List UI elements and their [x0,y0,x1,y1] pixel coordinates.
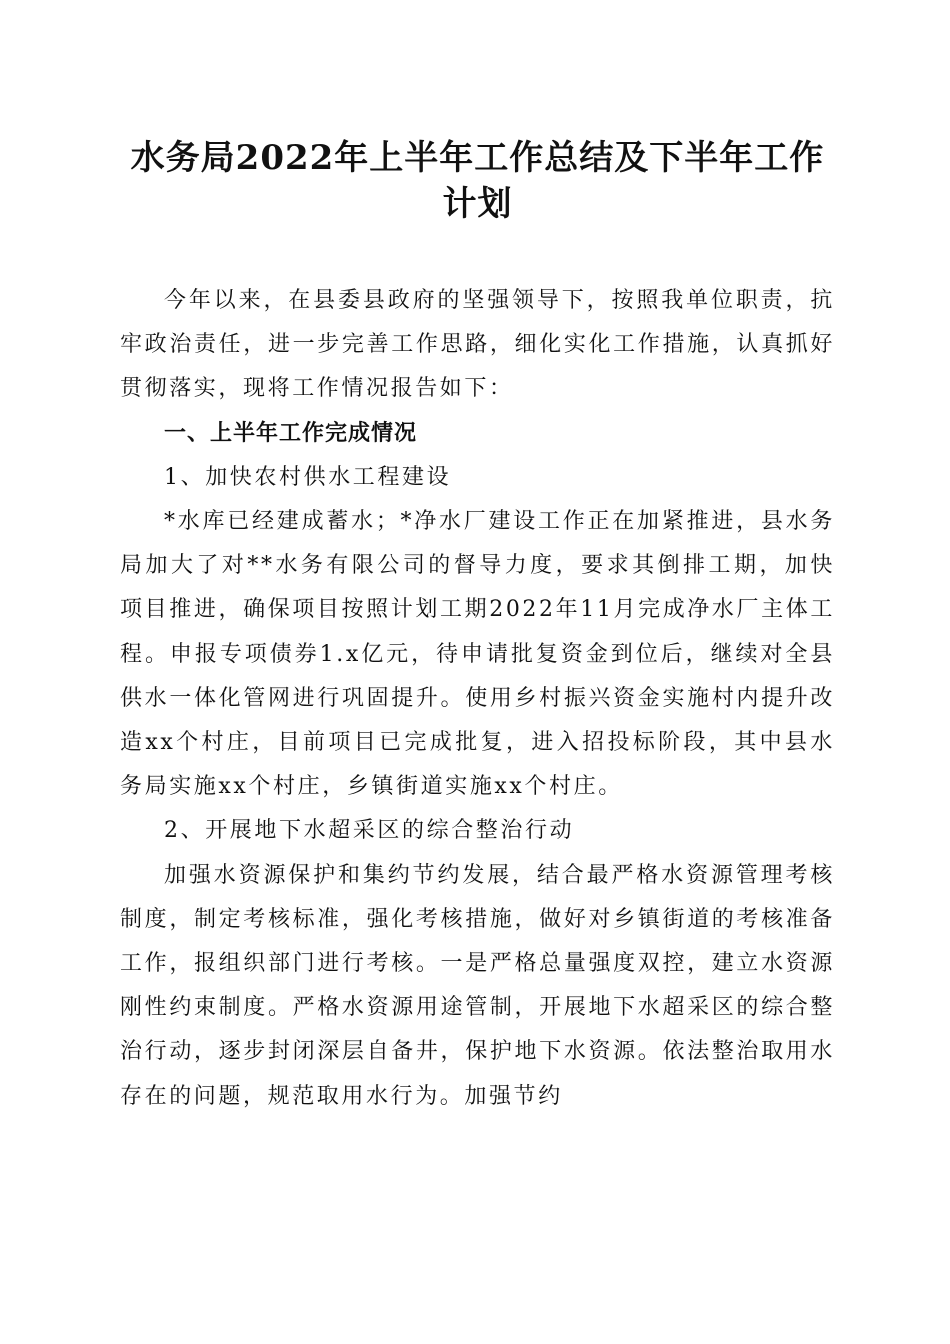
intro-paragraph: 今年以来，在县委县政府的坚强领导下，按照我单位职责，抗牢政治责任，进一步完善工作思路，细化实化工作措施，认真抓好贯彻落实，现将工作情况报告如下： [120,288,835,402]
title-line-1: 水务局2022年上半年工作总结及下半年工作 [130,138,825,178]
document-page [120,135,835,1119]
item-heading-2: 2、开展地下水超采区的综合整治行动 [164,818,575,844]
item-paragraph-2: 加强水资源保护和集约节约发展，结合最严格水资源管理考核制度，制定考核标准，强化考核措施，做好对乡镇街道的考核准备工作，报组织部门进行考核。一是严格总量强度双控，建立水资源刚性约束制度。严格水资源用途管制，开展地下水超采区的综合整治行动，逐步封闭深层自备井，保护地下水资源。依法整治取用水存在的问题，规范取用水行为。加强节约 [120,862,835,1109]
section-heading-1: 一、上半年工作完成情况 [164,420,418,446]
document-title [120,135,835,227]
document-body [120,279,835,1119]
item-paragraph-1: *水库已经建成蓄水；*净水厂建设工作正在加紧推进，县水务局加大了对**水务有限公司的督导力度，要求其倒排工期，加快项目推进，确保项目按照计划工期2022年11月完成净水厂主体工程。申报专项债券1.x亿元，待申请批复资金到位后，继续对全县供水一体化管网进行巩固提升。使用乡村振兴资金实施村内提升改造xx个村庄，目前项目已完成批复，进入招投标阶段，其中县水务局实施xx个村庄，乡镇街道实施xx个村庄。 [120,509,835,800]
title-line-2: 计划 [442,184,513,224]
item-heading-1: 1、加快农村供水工程建设 [164,464,452,490]
